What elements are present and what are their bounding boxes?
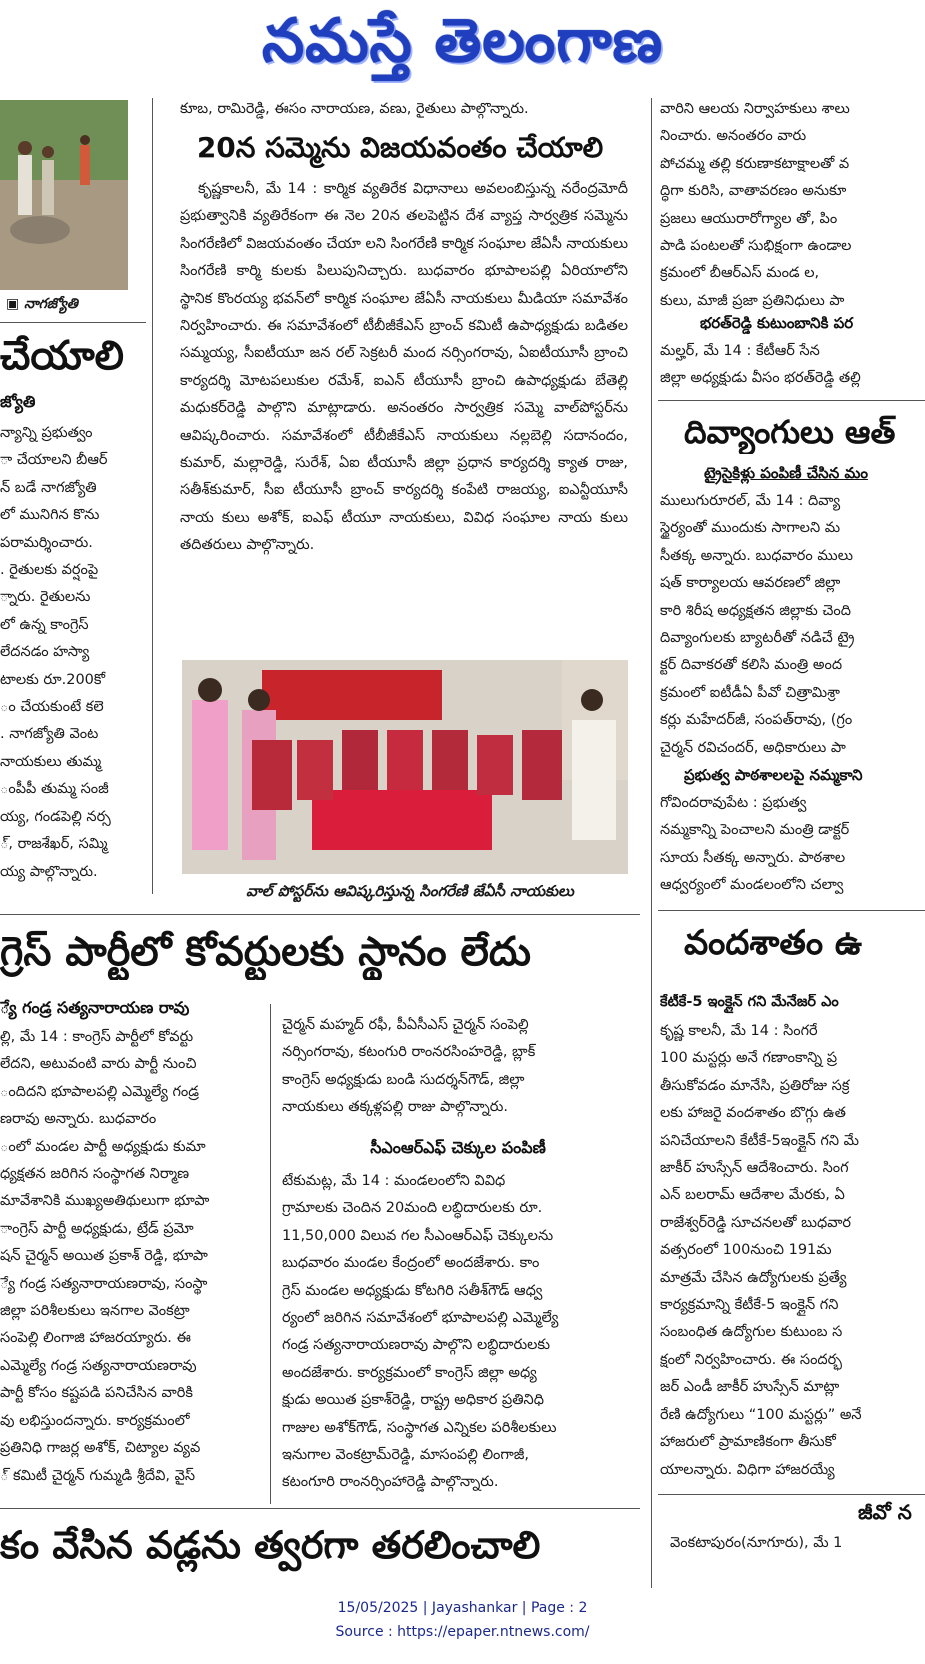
- middle-photo-caption: వాల్ పోస్టర్‌ను ఆవిష్కరిస్తున్న సింగరేణి జేఏసీ నాయకులు: [246, 882, 574, 900]
- right-line: పోచమ్మ తల్లి కరుణాకటాక్షాలతో వ: [660, 155, 850, 172]
- right-line: కృష్ణ కాలనీ, మే 14 : సింగరే: [660, 1023, 818, 1039]
- left-line: ంపీపీ తుమ్మ సంజీ: [0, 781, 109, 798]
- middle-headline: 20న సమ్మెను విజయవంతం చేయాలి: [196, 131, 604, 164]
- lower-left-line: సంపెల్లి లింగాజి హాజరయ్యారు. ఈ: [0, 1330, 191, 1347]
- right-article-top: [660, 96, 925, 316]
- right-line: మాత్రమే చేసిన ఉద్యోగులకు ప్రత్యే: [660, 1269, 847, 1286]
- right-line: నించారు. అనంతరం వారు: [660, 128, 807, 145]
- right-line: సూయ సీతక్క అన్నారు. పాఠశాల: [660, 849, 846, 866]
- left-line: ్, రాజశేఖర్, సమ్మి: [0, 836, 108, 853]
- left-article-body: [0, 420, 146, 896]
- right-subhead-4: కేటీకే-5 ఇంక్లైన్ గని మేనేజర్ ఎం: [660, 994, 839, 1010]
- left-line: . రైతులకు వర్షంపై: [0, 562, 99, 579]
- right-subhead-1: భరత్‌రెడ్డి కుటుంబానికి పర: [700, 314, 854, 332]
- banner-headline: గ్రెస్ పార్టీలో కోవర్టులకు స్థానం లేదు: [0, 929, 531, 975]
- right-article-4: [660, 1018, 925, 1486]
- right-subhead-5: జీవో న: [858, 1500, 912, 1524]
- right-line: పాడి పంటలతో సుభిక్షంగా ఉండాల: [660, 238, 852, 255]
- lower-middle-line: అందజేశారు. కార్యక్రమంలో కాంగ్రెస్ జిల్లా అధ్య: [282, 1364, 537, 1381]
- lower-left-line: ణరావు అన్నారు. బుధవారం: [0, 1111, 157, 1128]
- lower-left-line: ఎమ్మెల్యే గండ్ర సత్యనారాయణరావు: [0, 1357, 197, 1374]
- right-line: రేణి ఉద్యోగులు “100 మస్టర్లు” అనే: [660, 1406, 862, 1423]
- right-article-2: [660, 488, 925, 764]
- right-line: ద్ధిగా కురిసి, వాతావరణం అనుకూ: [660, 183, 847, 200]
- left-headline: చేయాలి: [0, 333, 124, 379]
- lower-middle-line: గ్రామాలకు చెందిన 20మంది లబ్ధిదారులకు రూ.: [282, 1200, 543, 1217]
- right-line: స్థైర్యంతో ముందుకు సాగాలని మ: [660, 520, 841, 537]
- right-subhead-3: ప్రభుత్వ పాఠశాలలపై నమ్మకాని: [684, 766, 863, 784]
- middle-photo: [182, 660, 628, 874]
- left-line: య్య పాల్గొన్నారు.: [0, 863, 98, 880]
- lower-middle-line: కాంగ్రెస్ అధ్యక్షుడు బండి సుదర్శన్‌గౌడ్, జిల్లా: [282, 1071, 525, 1088]
- lower-left-line: ధ్యక్షతన జరిగిన సంస్థాగత నిర్మాణ: [0, 1166, 190, 1183]
- right-line: చైర్మన్ రవిచందర్, అధికారులు పా: [660, 739, 846, 756]
- right-subhead-2: ట్రైసైకిళ్లు పంపిణీ చేసిన మం: [704, 464, 868, 482]
- column-rule-left: [152, 98, 153, 894]
- lower-left-line: ాంగ్రెస్ పార్టీ అధ్యక్షుడు, ట్రేడ్ ప్రమో: [0, 1220, 194, 1237]
- right-line: యాలన్నారు. విధిగా హాజరయ్యే: [660, 1461, 835, 1478]
- right-line: కులు, మాజీ ప్రజా ప్రతినిధులు పా: [660, 292, 845, 309]
- lower-middle-line: చైర్మన్ మహ్మద్ రఫీ, పీఏసీఎస్ చైర్మన్ సంపెల్లి: [282, 1017, 529, 1033]
- right-line: వారిని ఆలయ నిర్వాహకులు శాలు: [660, 101, 850, 117]
- right-rule-3: [658, 1494, 925, 1495]
- middle-paragraph: కృష్ణకాలనీ, మే 14 : కార్మిక వ్యతిరేక విధానాలు అవలంబిస్తున్న నరేంద్రమోదీ ప్రభుత్వానికి వ్యతిరేకంగా ఈ నెల 20న తలపెట్టిన దేశ వ్యాప్త సార్వత్రిక సమ్మెను సింగరేణిలో విజయవంతం చేయా లని సింగరేణి కార్మిక సంఘాల జేఏసీ నాయకులు సింగరేణి కార్మి కులకు పిలుపునిచ్చారు. బుధవారం భూపాలపల్లి ఏరియాలోని స్థానిక కొంరయ్య భవన్‌లో కార్మిక సంఘాల జేఏసీ నాయకులు మీడియా సమావేశం నిర్వహించారు. ఈ సమావేశంలో టీబీజీకేఎస్ బ్రాంచ్ కమిటీ ఉపాధ్యక్షుడు బడితల సమ్మయ్య, సీఐటీయూ జన రల్ సెక్రటరీ మంద నర్సింగరావు, ఏఐటీయూసీ బ్రాంచి కార్యదర్శి మోటపలుకుల రమేశ్, ఐఎన్ టీయూసీ బ్రాంచి ఉపాధ్యక్షుడు బేతెల్లి మధుకర్‌రెడ్డి పాల్గొని మాట్లాడారు. అనంతరం సార్వత్రిక సమ్మె వాల్‌పోస్టర్‌ను ఆవిష్కరించారు. సమావేశంలో టీబీజీకేఎస్ నాయకులు నల్లబెల్లి సదానందం, కుమార్, మల్లారెడ్డి, సురేశ్, ఏఐ టీయూసీ జిల్లా ప్రధాన కార్యదర్శి క్యాత రాజు, సతీశ్‌కుమార్, సీఐ టీయూసీ బ్రాంచ్ కార్యదర్శి కంపేటి రాజయ్య, ఐఎన్టీయూసీ నాయ కులు అశోక్, ఐఎఫ్ టీయూ నాయకులు, వివిధ సంఘాల నాయ కులు తదితరులు పాల్గొన్నారు.: [180, 181, 628, 554]
- left-line: ా చేయాలని బీఆర్: [0, 452, 108, 469]
- footer-source-link[interactable]: Source : https://epaper.ntnews.com/: [335, 1624, 590, 1640]
- right-line: ములుగురూరల్, మే 14 : దివ్యా: [660, 493, 841, 509]
- right-line: లకు హాజరై వందశాతం బొగ్గు ఉత: [660, 1105, 846, 1122]
- left-byline: జ్యోతి: [0, 392, 36, 411]
- right-line: క్టర్ దివాకరతో కలిసి మంత్రి అంద: [660, 657, 843, 674]
- left-photo: [0, 100, 128, 290]
- right-line: 100 మస్టర్లు అనే గణాంకాన్ని ప్ర: [660, 1050, 838, 1067]
- lower-middle-line: ఇనుగాల వెంకట్రామ్‌రెడ్డి, మాసంపల్లి లింగాజీ,: [282, 1447, 529, 1464]
- right-article-mid: [660, 338, 925, 394]
- lower-left-line: లేదని, అటువంటి వారు పార్టీ నుంచి: [0, 1056, 197, 1073]
- lower-middle-line: ర్యంలో జరిగిన సమావేశంలో భూపాలపల్లి ఎమ్మెల్యే: [282, 1310, 559, 1327]
- footer-edition: 15/05/2025 | Jayashankar | Page : 2: [337, 1600, 588, 1616]
- right-line: కారి శిరీష అధ్యక్షతన జిల్లాకు చెంది: [660, 602, 851, 619]
- lower-left-line: ్ కమిటీ చైర్మన్ గుమ్మడి శ్రీదేవి, వైస్: [0, 1467, 196, 1484]
- right-line: షత్ కార్యాలయ ఆవరణలో జిల్లా: [660, 575, 841, 592]
- lower-middle-line: 11,50,000 విలువ గల సీఎంఆర్ఎఫ్ చెక్కులను: [282, 1227, 554, 1244]
- right-line: ప్రజలు ఆయురారోగ్యాల తో, పిం: [660, 210, 838, 227]
- lower-middle-line: టేకుమట్ల, మే 14 : మండలంలోని వివిధ: [282, 1173, 506, 1189]
- right-headline-2: దివ్యాంగులు ఆత్: [684, 413, 896, 451]
- right-line: మల్హర్, మే 14 : కేటీఆర్ సేన: [660, 343, 820, 359]
- banner-rule-top: [0, 914, 640, 915]
- right-line: క్రమంలో ఐటీడీఏ పీవో చిత్రామిశ్రా: [660, 684, 840, 701]
- lower-middle-line: బుధవారం మండల కేంద్రంలో అందజేశారు. కాం: [282, 1255, 540, 1272]
- masthead: [0, 0, 925, 90]
- masthead-title: నమస్తే తెలంగాణ: [261, 6, 664, 76]
- column-rule-lower: [270, 1004, 271, 1504]
- right-line: వత్సరంలో 100నుంచి 191మ: [660, 1242, 832, 1259]
- lower-middle-line: క్షుడు అయిత ప్రకాశ్‌రెడ్డి, రాష్ట్ర అధికార ప్రతినిధి: [282, 1392, 544, 1409]
- left-line: ం చేయకుంటే కలె: [0, 699, 104, 716]
- lower-middle-line: గ్రెస్ మండల అధ్యక్షుడు కోటగిరి సతీశ్‌గౌడ్ ఆధ్వ: [282, 1282, 543, 1299]
- lower-left-line: ంలో మండల పార్టీ అధ్యక్షుడు కుమా: [0, 1138, 206, 1155]
- right-rule-1: [658, 400, 925, 401]
- lower-middle-line: కటంగూరి రాంనర్సింహారెడ్డి పాల్గొన్నారు.: [282, 1474, 499, 1491]
- right-line: సంబంధిత ఉద్యోగుల కుటుంబ స: [660, 1324, 843, 1341]
- right-line: తీసుకోవడం మానేసి, ప్రతిరోజు సక్ర: [660, 1077, 850, 1094]
- left-line: లో మునిగిన కొను: [0, 507, 100, 524]
- lower-left-line: వు లభిస్తుందన్నారు. కార్యక్రమంలో: [0, 1412, 190, 1429]
- middle-top-line: కూబ, రామిరెడ్డి, ఈసం నారాయణ, వణు, రైతులు పాల్గొన్నారు.: [180, 101, 529, 117]
- right-line: హాజరులో ప్రామాణికంగా తీసుకో: [660, 1434, 836, 1451]
- right-line: క్షంలో నిర్వహించారు. ఈ సందర్భ: [660, 1351, 842, 1368]
- middle-photo-scene: [182, 660, 628, 874]
- right-last-line: వెంకటాపురం(నూగూరు), మే 1: [670, 1535, 843, 1551]
- column-rule-right: [651, 98, 652, 1588]
- right-rule-2: [658, 910, 925, 911]
- left-photo-scene: [0, 100, 128, 290]
- lower-left-line: మావేశానికి ముఖ్యఅతిథులుగా భూపా: [0, 1193, 210, 1210]
- lower-middle-subhead: సీఎంఆర్ఎఫ్ చెక్కుల పంపిణీ: [370, 1138, 546, 1157]
- lower-middle-top: [282, 1012, 634, 1124]
- left-line: న్యాన్ని ప్రభుత్వం: [0, 425, 93, 441]
- lower-middle-line: నాయకులు తక్కళ్లపల్లి రాజు పాల్గొన్నారు.: [282, 1099, 508, 1116]
- left-line: నాయకులు తుమ్మ: [0, 753, 102, 770]
- lower-middle-line: గండ్ర సత్యనారాయణరావు పాల్గొని లబ్ధిదారులకు: [282, 1337, 550, 1354]
- right-line: రాజేశ్వర్‌రెడ్డి సూచనలతో బుధవార: [660, 1214, 852, 1231]
- right-line: గోవిందరావుపేట : ప్రభుత్వ: [660, 795, 807, 811]
- lower-middle-article: [282, 1168, 634, 1500]
- camera-icon: ▣: [6, 296, 25, 312]
- left-photo-rule: [0, 322, 146, 323]
- left-line: లో ఉన్న కాంగ్రెస్: [0, 616, 89, 633]
- right-line: జాకీర్ హుస్సేన్ ఆదేశించారు. సింగ: [660, 1160, 849, 1177]
- bottom-rule: [0, 1508, 640, 1509]
- right-line: ఎన్ బలరామ్ ఆదేశాల మేరకు, ఏ: [660, 1187, 845, 1204]
- right-line: ఆధ్వర్యంలో మండలంలోని చల్వా: [660, 877, 844, 894]
- right-line: జిల్లా అధ్యక్షుడు వీసం భరత్‌రెడ్డి తల్లి: [660, 370, 861, 387]
- middle-article-body: [180, 176, 628, 652]
- right-article-3: [660, 790, 925, 902]
- lower-left-line: ప్రతినిధి గాజర్ల అశోక్, చిట్యాల వ్యవ: [0, 1440, 201, 1457]
- left-line: న్ బడే నాగజ్యోతి: [0, 479, 97, 496]
- lower-left-line: ల్లి, మే 14 : కాంగ్రెస్ పార్టీలో కోవర్టు: [0, 1029, 194, 1045]
- right-line: క్రమంలో బీఆర్ఎస్ మండ ల,: [660, 265, 820, 282]
- lower-left-line: ందిదని భూపాలపల్లి ఎమ్మెల్యే గండ్ర: [0, 1083, 200, 1100]
- right-line: నమ్మకాన్ని పెంచాలని మంత్రి డాక్టర్: [660, 822, 850, 839]
- right-headline-3: వందశాతం ఉ: [684, 923, 863, 963]
- lower-left-article: [0, 1024, 262, 1500]
- left-photo-credit: ▣ నాగజ్యోతి: [6, 296, 78, 312]
- left-line: . నాగజ్యోతి వెంట: [0, 726, 99, 743]
- banner-byline: ్యే గండ్ర సత్యనారాయణ రావు: [0, 998, 190, 1017]
- right-line: పనిచేయాలని కేటీకే-5ఇంక్లైన్ గని మే: [660, 1132, 859, 1149]
- right-line: సీతక్క అన్నారు. బుధవారం ములు: [660, 547, 853, 564]
- right-line: దివ్యాంగులకు బ్యాటరీతో నడిచే ట్రై: [660, 630, 855, 647]
- lower-middle-line: నర్సింగరావు, కటంగురి రాంనరసింహరెడ్డి, బ్లాక్: [282, 1044, 536, 1061]
- lower-middle-line: గాజుల అశోక్‌గౌడ్, సంస్థాగత ఎన్నికల పరిశీలకులు: [282, 1419, 557, 1436]
- left-line: టాలకు రూ.200కో: [0, 671, 106, 688]
- right-line: కర్లు మహేదర్‌జీ, సంపత్‌రావు, (గ్రం: [660, 712, 853, 729]
- lower-left-line: ్యే గండ్ర సత్యనారాయణరావు, సంస్థా: [0, 1275, 208, 1292]
- lower-left-line: పార్టీ కోసం కష్టపడి పనిచేసిన వారికి: [0, 1385, 193, 1402]
- left-line: పరామర్శించారు.: [0, 534, 93, 551]
- left-line: య్య, గండపెల్లి నర్స: [0, 808, 111, 825]
- lower-left-line: జిల్లా పరిశీలకులు ఇనగాల వెంకట్రా: [0, 1303, 190, 1320]
- left-line: లేదనడం హస్యా: [0, 644, 90, 661]
- lower-left-line: షన్ చైర్మన్ అయిత ప్రకాశ్ రెడ్డి, భూపా: [0, 1248, 208, 1265]
- right-line: కార్యక్రమాన్ని కేటీకే-5 ఇంక్లైన్ గని: [660, 1297, 839, 1314]
- bottom-headline: కం వేసిన వడ్లను త్వరగా తరలించాలి: [0, 1523, 541, 1567]
- right-line: జర్ ఎండీ జాకీర్ హుస్సేన్ మాట్లా: [660, 1379, 840, 1396]
- left-line: ్నారు. రైతులను: [0, 589, 91, 606]
